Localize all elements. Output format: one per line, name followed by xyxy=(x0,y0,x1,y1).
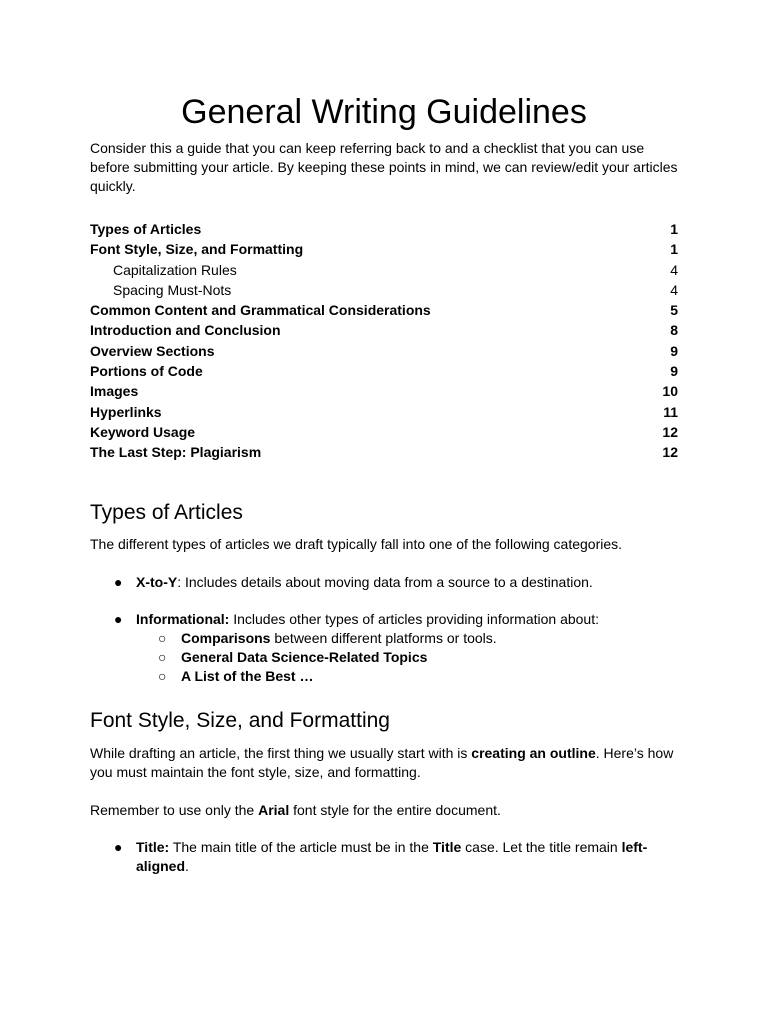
toc-entry-page-number: 4 xyxy=(670,281,678,298)
paragraph-emphasis: creating an outline xyxy=(471,745,596,761)
section-heading-types-of-articles: Types of Articles xyxy=(90,501,243,524)
toc-entry-page-number: 9 xyxy=(670,363,678,380)
toc-entry-page-number: 12 xyxy=(662,423,678,440)
toc-entry[interactable] xyxy=(90,300,678,320)
list-item-x-to-y xyxy=(114,573,676,592)
bullet-icon: ● xyxy=(114,839,123,855)
toc-entry-label: Keyword Usage xyxy=(90,423,196,440)
sub-list-item-list-of-best xyxy=(158,667,681,686)
toc-entry-label: Spacing Must-Nots xyxy=(113,281,232,298)
toc-entry-label: The Last Step: Plagiarism xyxy=(90,444,262,461)
toc-entry[interactable] xyxy=(90,442,678,462)
toc-entry-page-number: 1 xyxy=(670,241,678,258)
paragraph-emphasis: Arial xyxy=(258,802,290,818)
section-paragraph-outline xyxy=(90,744,680,782)
list-item-text: : Includes details about moving data from a source to a destination. xyxy=(177,574,593,590)
toc-entry-page-number: 5 xyxy=(670,302,678,319)
paragraph-text: font style for the entire document. xyxy=(289,802,501,818)
table-of-contents xyxy=(90,219,678,463)
circle-bullet-icon: ○ xyxy=(158,649,167,665)
toc-entry-page-number: 11 xyxy=(663,403,678,420)
sub-list-item-comparisons xyxy=(158,629,681,648)
toc-entry-label: Hyperlinks xyxy=(90,403,162,420)
toc-entry[interactable] xyxy=(90,402,678,422)
toc-entry[interactable] xyxy=(90,361,678,381)
toc-entry[interactable] xyxy=(90,219,678,239)
list-item-term: Title: xyxy=(136,839,170,855)
toc-entry[interactable] xyxy=(90,280,678,300)
list-item-text: The main title of the article must be in the xyxy=(169,839,433,855)
list-item-emphasis: Title xyxy=(432,839,462,855)
circle-bullet-icon: ○ xyxy=(158,668,167,684)
toc-entry-label: Capitalization Rules xyxy=(113,261,237,278)
toc-entry[interactable] xyxy=(90,239,678,259)
list-item-emphasis: left-aligned xyxy=(136,839,648,874)
section-paragraph-arial xyxy=(90,801,680,820)
sub-list-item-general-topics xyxy=(158,648,681,667)
toc-entry-page-number: 8 xyxy=(670,322,678,339)
toc-entry-label: Common Content and Grammatical Considerations xyxy=(90,302,431,319)
list-item-text: case. Let the title remain xyxy=(461,839,622,855)
sub-list-item-term: Comparisons xyxy=(181,630,271,646)
toc-entry-label: Overview Sections xyxy=(90,342,215,359)
toc-entry-page-number: 10 xyxy=(662,383,678,400)
list-item-text: . xyxy=(185,858,189,874)
toc-entry[interactable] xyxy=(90,260,678,280)
paragraph-text: . Here’s how you must maintain the font style, size, and formatting. xyxy=(90,745,674,780)
paragraph-text: While drafting an article, the first thing we usually start with is xyxy=(90,745,472,761)
sub-list-item-term: General Data Science-Related Topics xyxy=(181,649,428,665)
toc-entry-label: Portions of Code xyxy=(90,363,203,380)
toc-entry-label: Font Style, Size, and Formatting xyxy=(90,241,304,258)
toc-entry[interactable] xyxy=(90,341,678,361)
toc-entry-page-number: 9 xyxy=(670,342,678,359)
section-intro-paragraph: The different types of articles we draft typically fall into one of the following categories. xyxy=(90,536,623,552)
toc-entry-page-number: 4 xyxy=(670,261,678,278)
circle-bullet-icon: ○ xyxy=(158,630,167,646)
paragraph-text: Remember to use only the xyxy=(90,802,259,818)
toc-entry[interactable] xyxy=(90,320,678,340)
list-item-term: X-to-Y xyxy=(136,574,178,590)
bullet-icon: ● xyxy=(114,574,123,590)
toc-entry-page-number: 1 xyxy=(670,221,678,237)
intro-paragraph: Consider this a guide that you can keep referring back to and a checklist that you can use before submitting your article. By keeping these points in mind, we can review/edit your articles quickly. xyxy=(90,140,678,194)
sub-list-item-text: between different platforms or tools. xyxy=(270,630,497,646)
document-title: General Writing Guidelines xyxy=(181,93,587,131)
sub-list-item-term: A List of the Best … xyxy=(181,668,314,684)
toc-entry-label: Introduction and Conclusion xyxy=(90,322,281,339)
list-item-text: Includes other types of articles providing information about: xyxy=(229,611,599,627)
toc-entry-page-number: 12 xyxy=(662,444,678,461)
list-item-term: Informational: xyxy=(136,611,230,627)
toc-entry-label: Types of Articles xyxy=(90,221,202,237)
toc-entry[interactable] xyxy=(90,422,678,442)
list-item-title xyxy=(114,838,676,876)
toc-entry-label: Images xyxy=(90,383,139,400)
bullet-icon: ● xyxy=(114,611,123,627)
toc-entry[interactable] xyxy=(90,381,678,401)
list-item-informational xyxy=(114,610,676,629)
section-heading-font-style: Font Style, Size, and Formatting xyxy=(90,709,390,732)
